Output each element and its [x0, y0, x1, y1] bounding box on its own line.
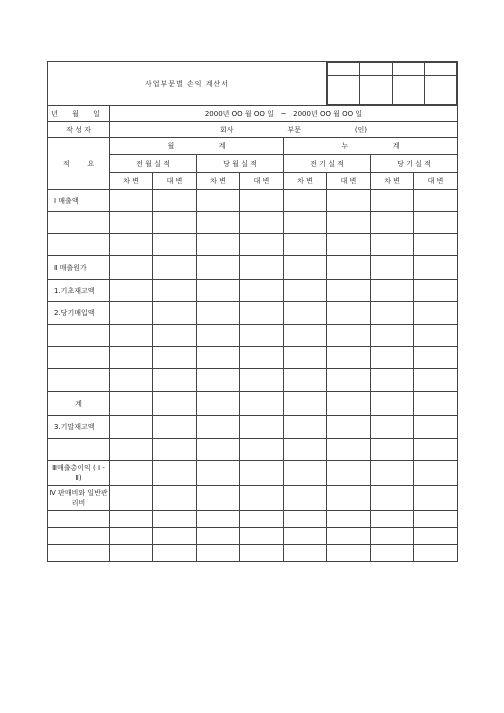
- debit-cell[interactable]: [284, 212, 327, 234]
- debit-cell[interactable]: [284, 347, 327, 369]
- row-label: 1.기초재고액: [48, 280, 110, 302]
- debit-cell[interactable]: [197, 190, 240, 212]
- credit-header: 대 변: [153, 173, 197, 190]
- credit-cell[interactable]: [327, 511, 371, 528]
- debit-cell[interactable]: [371, 461, 414, 486]
- debit-cell[interactable]: [284, 302, 327, 325]
- debit-cell[interactable]: [371, 212, 414, 234]
- credit-cell[interactable]: [240, 545, 284, 562]
- credit-cell[interactable]: [414, 190, 458, 212]
- debit-cell[interactable]: [284, 234, 327, 256]
- approval-box[interactable]: [392, 63, 424, 76]
- debit-cell[interactable]: [284, 511, 327, 528]
- credit-cell[interactable]: [153, 461, 197, 486]
- credit-cell[interactable]: [153, 302, 197, 325]
- credit-cell[interactable]: [414, 486, 458, 511]
- credit-cell[interactable]: [414, 439, 458, 461]
- row-label: [48, 545, 110, 562]
- debit-cell[interactable]: [110, 392, 153, 416]
- table-row: [48, 528, 458, 545]
- credit-cell[interactable]: [327, 416, 371, 439]
- statement-rows: [48, 190, 458, 562]
- credit-cell[interactable]: [327, 486, 371, 511]
- debit-cell[interactable]: [110, 369, 153, 392]
- approval-box[interactable]: [360, 63, 392, 76]
- debit-cell[interactable]: [371, 302, 414, 325]
- debit-cell[interactable]: [371, 190, 414, 212]
- table-row: [48, 256, 458, 280]
- debit-cell[interactable]: [371, 416, 414, 439]
- credit-cell[interactable]: [240, 461, 284, 486]
- row-label: [48, 212, 110, 234]
- debit-cell[interactable]: [110, 325, 153, 347]
- debit-cell[interactable]: [371, 392, 414, 416]
- credit-cell[interactable]: [240, 280, 284, 302]
- table-row: [48, 511, 458, 528]
- debit-cell[interactable]: [197, 212, 240, 234]
- row-label: [48, 347, 110, 369]
- credit-cell[interactable]: [153, 256, 197, 280]
- debit-cell[interactable]: [110, 545, 153, 562]
- approval-box[interactable]: [392, 76, 424, 105]
- credit-cell[interactable]: [153, 280, 197, 302]
- credit-cell[interactable]: [153, 545, 197, 562]
- debit-cell[interactable]: [284, 416, 327, 439]
- row-label: [48, 234, 110, 256]
- approval-box[interactable]: [424, 76, 456, 105]
- debit-cell[interactable]: [371, 347, 414, 369]
- credit-cell[interactable]: [153, 234, 197, 256]
- page-title: 사업부문별 손익 계산서: [48, 62, 327, 106]
- credit-cell[interactable]: [414, 528, 458, 545]
- debit-cell[interactable]: [284, 369, 327, 392]
- debit-cell[interactable]: [371, 528, 414, 545]
- debit-cell[interactable]: [371, 439, 414, 461]
- row-label: [48, 439, 110, 461]
- author-field[interactable]: [110, 122, 458, 138]
- debit-cell[interactable]: [284, 190, 327, 212]
- monthly-total-header: 월 계: [110, 138, 284, 155]
- credit-cell[interactable]: [414, 392, 458, 416]
- debit-cell[interactable]: [284, 545, 327, 562]
- debit-cell[interactable]: [110, 212, 153, 234]
- debit-cell[interactable]: [371, 280, 414, 302]
- credit-cell[interactable]: [327, 256, 371, 280]
- debit-cell[interactable]: [197, 416, 240, 439]
- this-period-header: 당 기 실 적: [371, 155, 458, 173]
- credit-cell[interactable]: [153, 190, 197, 212]
- credit-cell[interactable]: [327, 392, 371, 416]
- debit-cell[interactable]: [110, 347, 153, 369]
- debit-cell[interactable]: [197, 347, 240, 369]
- debit-cell[interactable]: [284, 256, 327, 280]
- credit-cell[interactable]: [414, 212, 458, 234]
- debit-cell[interactable]: [110, 528, 153, 545]
- credit-cell[interactable]: [153, 511, 197, 528]
- credit-cell[interactable]: [414, 325, 458, 347]
- credit-cell[interactable]: [327, 545, 371, 562]
- debit-cell[interactable]: [197, 461, 240, 486]
- debit-cell[interactable]: [110, 280, 153, 302]
- table-row: [48, 325, 458, 347]
- credit-cell[interactable]: [240, 347, 284, 369]
- income-statement-form: [47, 61, 457, 562]
- credit-cell[interactable]: [414, 461, 458, 486]
- credit-cell[interactable]: [327, 325, 371, 347]
- debit-cell[interactable]: [197, 511, 240, 528]
- debit-cell[interactable]: [197, 369, 240, 392]
- credit-cell[interactable]: [153, 369, 197, 392]
- debit-cell[interactable]: [110, 461, 153, 486]
- table-row: [48, 392, 458, 416]
- author-label: 작 성 자: [48, 122, 110, 138]
- debit-cell[interactable]: [371, 511, 414, 528]
- credit-cell[interactable]: [153, 528, 197, 545]
- credit-cell[interactable]: [240, 369, 284, 392]
- credit-cell[interactable]: [414, 511, 458, 528]
- debit-cell[interactable]: [284, 461, 327, 486]
- row-label: Ⅰ 매출액: [48, 190, 110, 212]
- debit-cell[interactable]: [284, 280, 327, 302]
- credit-cell[interactable]: [240, 190, 284, 212]
- debit-cell[interactable]: [110, 256, 153, 280]
- debit-cell[interactable]: [371, 256, 414, 280]
- credit-cell[interactable]: [240, 511, 284, 528]
- debit-cell[interactable]: [284, 325, 327, 347]
- table-row: [48, 234, 458, 256]
- credit-cell[interactable]: [240, 256, 284, 280]
- credit-cell[interactable]: [240, 212, 284, 234]
- credit-cell[interactable]: [240, 234, 284, 256]
- debit-cell[interactable]: [284, 486, 327, 511]
- table-row: [48, 212, 458, 234]
- debit-cell[interactable]: [110, 190, 153, 212]
- credit-cell[interactable]: [414, 234, 458, 256]
- credit-cell[interactable]: [414, 256, 458, 280]
- approval-boxes: [327, 62, 457, 105]
- table-row: [48, 302, 458, 325]
- table-row: [48, 190, 458, 212]
- row-label: Ⅳ 판매비와 일반관리비: [48, 486, 110, 511]
- item-column-header: 적 요: [48, 138, 110, 190]
- statement-table: [47, 61, 458, 562]
- debit-cell[interactable]: [110, 234, 153, 256]
- credit-cell[interactable]: [414, 280, 458, 302]
- credit-header: 대 변: [414, 173, 458, 190]
- debit-cell[interactable]: [197, 234, 240, 256]
- credit-cell[interactable]: [327, 190, 371, 212]
- debit-cell[interactable]: [284, 392, 327, 416]
- row-label: 3.기말재고액: [48, 416, 110, 439]
- period-field[interactable]: [110, 106, 458, 122]
- table-row: [48, 416, 458, 439]
- table-row: [48, 486, 458, 511]
- debit-cell[interactable]: [110, 486, 153, 511]
- debit-cell[interactable]: [284, 528, 327, 545]
- row-label: [48, 511, 110, 528]
- credit-cell[interactable]: [327, 302, 371, 325]
- credit-cell[interactable]: [240, 486, 284, 511]
- approval-box[interactable]: [424, 63, 456, 76]
- row-label: Ⅲ매출총이익 ( Ⅰ - Ⅱ): [48, 461, 110, 486]
- credit-cell[interactable]: [153, 212, 197, 234]
- approval-box[interactable]: [328, 63, 360, 76]
- table-row: [48, 347, 458, 369]
- prev-period-header: 전 기 실 적: [284, 155, 371, 173]
- debit-cell[interactable]: [197, 486, 240, 511]
- period-to[interactable]: 2000년 OO 월 OO 일: [293, 109, 363, 118]
- period-label: 년 월 일: [48, 106, 110, 122]
- debit-cell[interactable]: [110, 511, 153, 528]
- credit-cell[interactable]: [240, 302, 284, 325]
- credit-cell[interactable]: [153, 439, 197, 461]
- row-label: [48, 528, 110, 545]
- table-row: [48, 280, 458, 302]
- row-label: [48, 369, 110, 392]
- row-label: 계: [48, 392, 110, 416]
- credit-cell[interactable]: [153, 486, 197, 511]
- credit-cell[interactable]: [240, 528, 284, 545]
- row-label: [48, 325, 110, 347]
- credit-cell[interactable]: [414, 369, 458, 392]
- debit-cell[interactable]: [110, 416, 153, 439]
- credit-cell[interactable]: [240, 439, 284, 461]
- debit-header: 차 변: [284, 173, 327, 190]
- credit-cell[interactable]: [240, 416, 284, 439]
- debit-cell[interactable]: [197, 302, 240, 325]
- credit-header: 대 변: [240, 173, 284, 190]
- credit-cell[interactable]: [327, 234, 371, 256]
- credit-cell[interactable]: [327, 212, 371, 234]
- credit-header: 대 변: [327, 173, 371, 190]
- debit-cell[interactable]: [371, 325, 414, 347]
- credit-cell[interactable]: [414, 302, 458, 325]
- debit-header: 차 변: [371, 173, 414, 190]
- credit-cell[interactable]: [153, 325, 197, 347]
- debit-cell[interactable]: [371, 486, 414, 511]
- debit-header: 차 변: [197, 173, 240, 190]
- credit-cell[interactable]: [327, 528, 371, 545]
- company-label: 회사: [220, 125, 234, 134]
- credit-cell[interactable]: [327, 280, 371, 302]
- debit-cell[interactable]: [197, 280, 240, 302]
- approval-grid: [327, 62, 458, 106]
- credit-cell[interactable]: [327, 461, 371, 486]
- debit-cell[interactable]: [197, 528, 240, 545]
- row-label: Ⅱ 매출원가: [48, 256, 110, 280]
- approval-box[interactable]: [360, 76, 392, 105]
- department-label: 부문: [287, 125, 301, 134]
- debit-cell[interactable]: [197, 325, 240, 347]
- debit-cell[interactable]: [197, 392, 240, 416]
- debit-cell[interactable]: [284, 439, 327, 461]
- credit-cell[interactable]: [414, 416, 458, 439]
- credit-cell[interactable]: [153, 416, 197, 439]
- approval-box[interactable]: [328, 76, 360, 105]
- credit-cell[interactable]: [327, 439, 371, 461]
- table-row: [48, 369, 458, 392]
- debit-cell[interactable]: [197, 545, 240, 562]
- row-label: 2.당기매입액: [48, 302, 110, 325]
- table-row: [48, 545, 458, 562]
- debit-cell[interactable]: [110, 439, 153, 461]
- debit-cell[interactable]: [371, 369, 414, 392]
- debit-header: 차 변: [110, 173, 153, 190]
- credit-cell[interactable]: [153, 347, 197, 369]
- cumulative-total-header: 누 계: [284, 138, 458, 155]
- credit-cell[interactable]: [153, 392, 197, 416]
- debit-cell[interactable]: [110, 302, 153, 325]
- this-month-header: 당 월 실 적: [197, 155, 284, 173]
- table-row: [48, 461, 458, 486]
- debit-cell[interactable]: [371, 545, 414, 562]
- debit-cell[interactable]: [371, 234, 414, 256]
- period-from[interactable]: 2000년 OO 월 OO 일: [204, 109, 274, 118]
- credit-cell[interactable]: [414, 347, 458, 369]
- prev-month-header: 전 월 실 적: [110, 155, 197, 173]
- debit-cell[interactable]: [197, 256, 240, 280]
- credit-cell[interactable]: [414, 545, 458, 562]
- credit-cell[interactable]: [327, 369, 371, 392]
- period-separator: ~: [280, 109, 287, 118]
- seal-label: (인): [354, 125, 368, 134]
- credit-cell[interactable]: [240, 392, 284, 416]
- debit-cell[interactable]: [197, 439, 240, 461]
- credit-cell[interactable]: [240, 325, 284, 347]
- credit-cell[interactable]: [327, 347, 371, 369]
- table-row: [48, 439, 458, 461]
